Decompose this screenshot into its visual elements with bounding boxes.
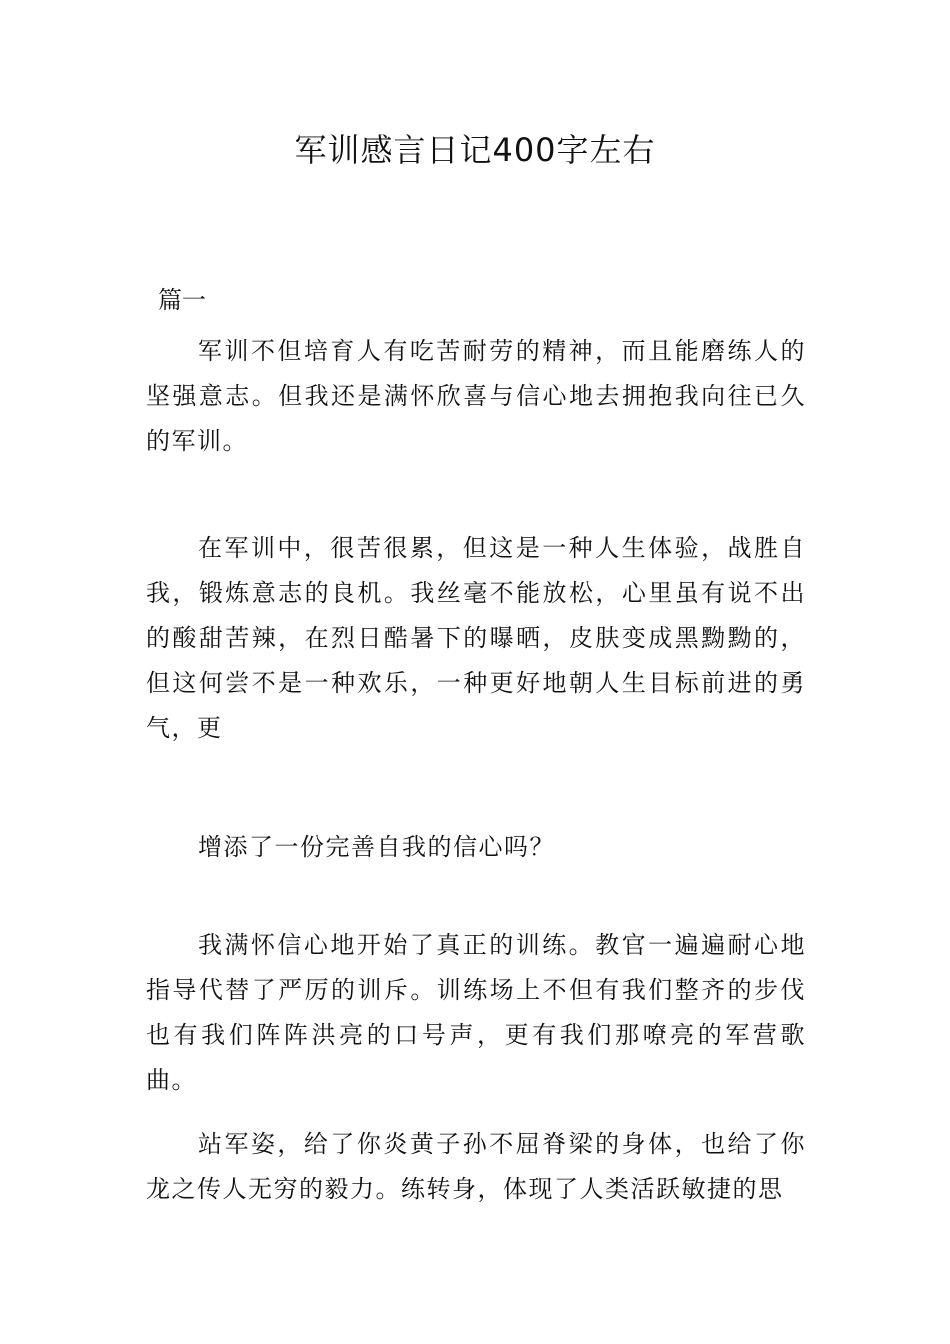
paragraph-4: 我满怀信心地开始了真正的训练。教官一遍遍耐心地指导代替了严厉的训斥。训练场上不但有我们整齐的步伐也有我们阵阵洪亮的口号声，更有我们那嘹亮的军营歌曲。 xyxy=(146,931,806,1094)
paragraph-5: 站军姿，给了你炎黄子孙不屈脊梁的身体，也给了你龙之传人无穷的毅力。练转身，体现了人类活跃敏捷的思 xyxy=(146,1130,806,1203)
paragraph-3: 增添了一份完善自我的信心吗？ xyxy=(198,833,555,861)
section-label: 篇一 xyxy=(158,286,206,314)
paragraph-1: 军训不但培育人有吃苦耐劳的精神，而且能磨练人的坚强意志。但我还是满怀欣喜与信心地去拥抱我向往已久的军训。 xyxy=(146,337,806,455)
paragraph-2: 在军训中，很苦很累，但这是一种人生体验，战胜自我，锻炼意志的良机。我丝毫不能放松，心里虽有说不出的酸甜苦辣，在烈日酷暑下的曝晒，皮肤变成黑黝黝的，但这何尝不是一种欢乐，一种更好地朝人生目标前进的勇气，更 xyxy=(146,534,806,742)
page-title: 军训感言日记400字左右 xyxy=(294,131,656,169)
